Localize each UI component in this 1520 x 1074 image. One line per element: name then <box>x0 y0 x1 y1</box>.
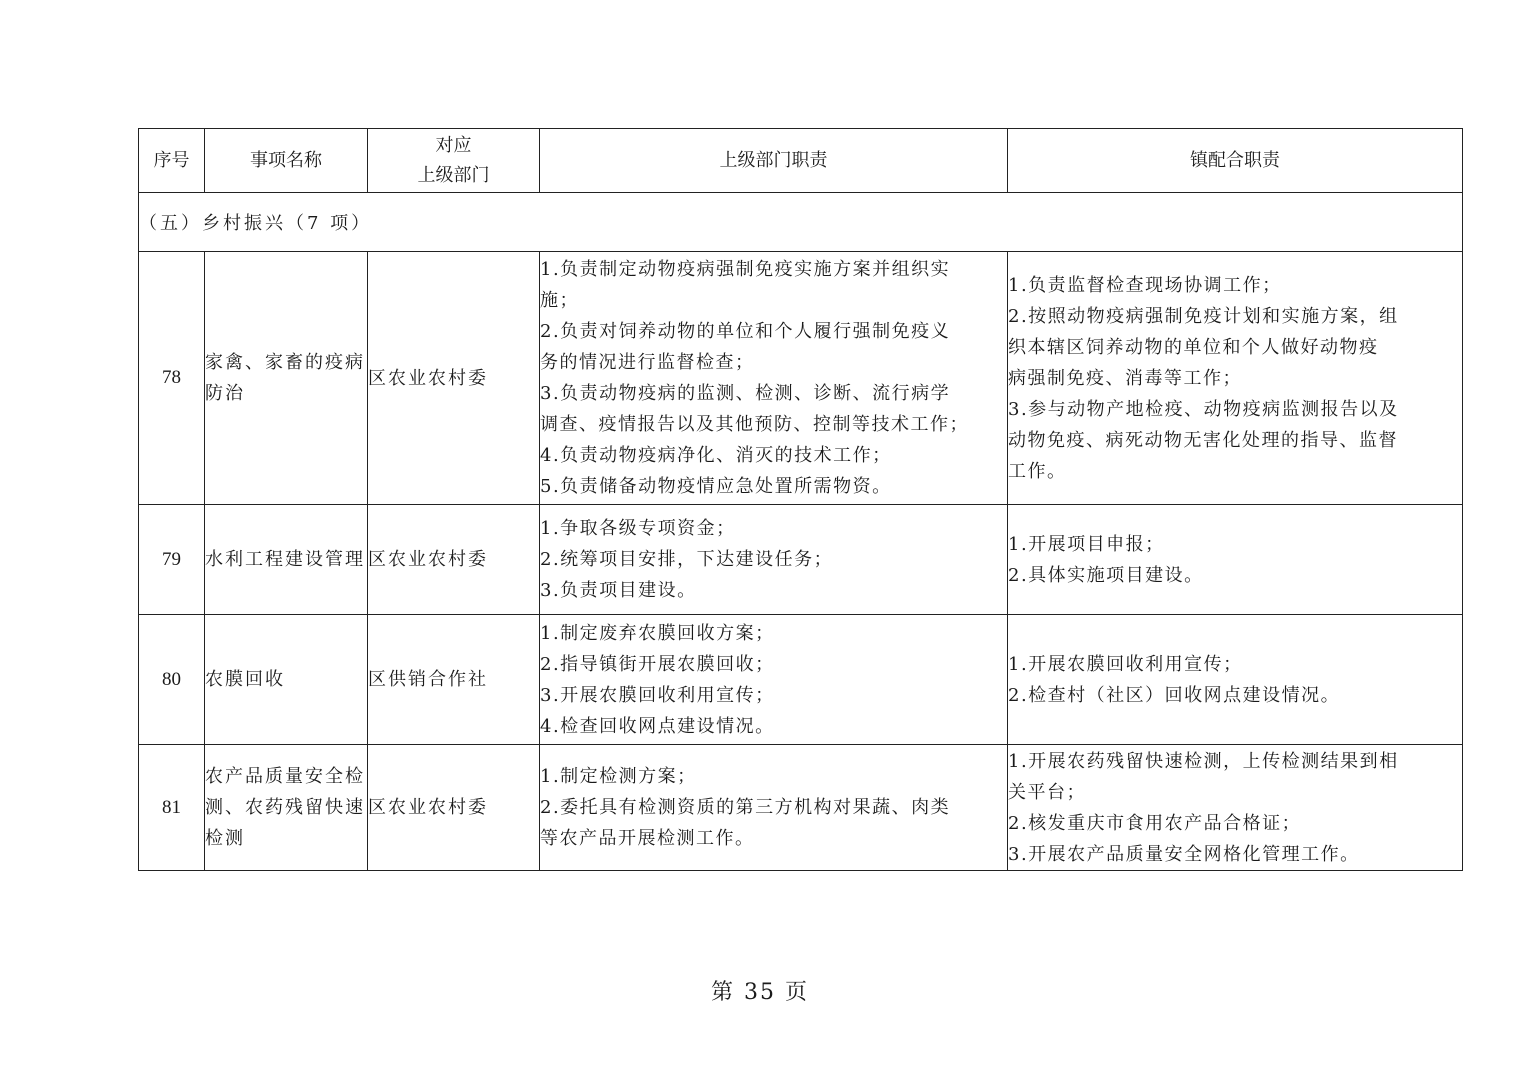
duty-line: 3.开展农产品质量安全网格化管理工作。 <box>1008 843 1360 865</box>
duty-line: 2.负责对饲养动物的单位和个人履行强制免疫义 <box>540 321 951 342</box>
table-row <box>139 505 1463 615</box>
town-duties <box>1008 505 1463 615</box>
header-dept <box>368 129 540 193</box>
upper-duties <box>540 505 1008 615</box>
header-no: 序号 <box>139 129 205 193</box>
upper-duties <box>540 615 1008 745</box>
duty-line: 1.负责监督检查现场协调工作； <box>1008 274 1282 296</box>
duty-line: 1.开展农药残留快速检测，上传检测结果到相 <box>1008 750 1399 772</box>
duty-line: 2.具体实施项目建设。 <box>1008 564 1204 586</box>
town-duties <box>1008 252 1463 505</box>
duty-line: 1.制定废弃农膜回收方案； <box>540 622 775 644</box>
duty-table <box>138 128 1463 871</box>
duty-line: 2.委托具有检测资质的第三方机构对果蔬、肉类 <box>540 797 951 818</box>
row-number: 80 <box>139 615 205 745</box>
upper-duties <box>540 745 1008 871</box>
duty-line: 1.制定检测方案； <box>540 766 697 787</box>
header-name: 事项名称 <box>205 129 368 193</box>
duty-line: 2.统筹项目安排，下达建设任务； <box>540 549 834 570</box>
duty-line: 2.按照动物疫病强制免疫计划和实施方案，组 <box>1008 305 1399 327</box>
duty-line: 关平台； <box>1008 781 1086 803</box>
duty-line: 1.开展农膜回收利用宣传； <box>1008 653 1243 675</box>
header-dept-line1: 对应 <box>435 134 472 156</box>
upper-department: 区农业农村委 <box>368 745 540 871</box>
header-town-duty: 镇配合职责 <box>1008 129 1463 193</box>
duty-line: 2.检查村（社区）回收网点建设情况。 <box>1008 684 1341 706</box>
item-name: 农膜回收 <box>205 615 368 745</box>
duty-line: 5.负责储备动物疫情应急处置所需物资。 <box>540 476 892 497</box>
upper-department: 区农业农村委 <box>368 505 540 615</box>
town-duties <box>1008 615 1463 745</box>
duty-line: 工作。 <box>1008 460 1067 482</box>
header-upper-duty: 上级部门职责 <box>540 129 1008 193</box>
table-row <box>139 615 1463 745</box>
duty-line: 2.核发重庆市食用农产品合格证； <box>1008 812 1302 834</box>
duty-line: 3.负责动物疫病的监测、检测、诊断、流行病学 <box>540 383 951 404</box>
duty-line: 1.负责制定动物疫病强制免疫实施方案并组织实 <box>540 259 951 280</box>
row-number: 78 <box>139 252 205 505</box>
duty-line: 4.负责动物疫病净化、消灭的技术工作； <box>540 445 892 466</box>
duty-line: 调查、疫情报告以及其他预防、控制等技术工作； <box>540 414 969 435</box>
table-row <box>139 745 1463 871</box>
row-number: 79 <box>139 505 205 615</box>
duty-line: 动物免疫、病死动物无害化处理的指导、监督 <box>1008 429 1398 451</box>
table-row <box>139 252 1463 505</box>
duty-line: 等农产品开展检测工作。 <box>540 828 755 849</box>
duty-line: 织本辖区饲养动物的单位和个人做好动物疫 <box>1008 336 1379 358</box>
town-duties <box>1008 745 1463 871</box>
duty-line: 施； <box>540 290 579 311</box>
item-name: 水利工程建设管理 <box>205 505 368 615</box>
duty-line: 3.参与动物产地检疫、动物疫病监测报告以及 <box>1008 398 1399 420</box>
upper-department: 区农业农村委 <box>368 252 540 505</box>
section-title: （五）乡村振兴（7 项） <box>139 193 1463 252</box>
page-number: 第 35 页 <box>711 980 809 1005</box>
item-name: 农产品质量安全检测、农药残留快速检测 <box>205 745 368 871</box>
duty-line: 1.争取各级专项资金； <box>540 518 736 539</box>
section-row <box>139 193 1463 252</box>
upper-department: 区供销合作社 <box>368 615 540 745</box>
duty-line: 务的情况进行监督检查； <box>540 352 755 373</box>
duty-line: 病强制免疫、消毒等工作； <box>1008 367 1242 389</box>
upper-duties <box>540 252 1008 505</box>
item-name: 家禽、家畜的疫病防治 <box>205 252 368 505</box>
header-dept-line2: 上级部门 <box>417 164 490 186</box>
row-number: 81 <box>139 745 205 871</box>
table-header-row <box>139 129 1463 193</box>
duty-line: 1.开展项目申报； <box>1008 533 1165 555</box>
duty-line: 2.指导镇街开展农膜回收； <box>540 653 775 675</box>
duty-line: 3.开展农膜回收利用宣传； <box>540 684 775 706</box>
duty-line: 4.检查回收网点建设情况。 <box>540 715 775 737</box>
duty-line: 3.负责项目建设。 <box>540 580 697 601</box>
